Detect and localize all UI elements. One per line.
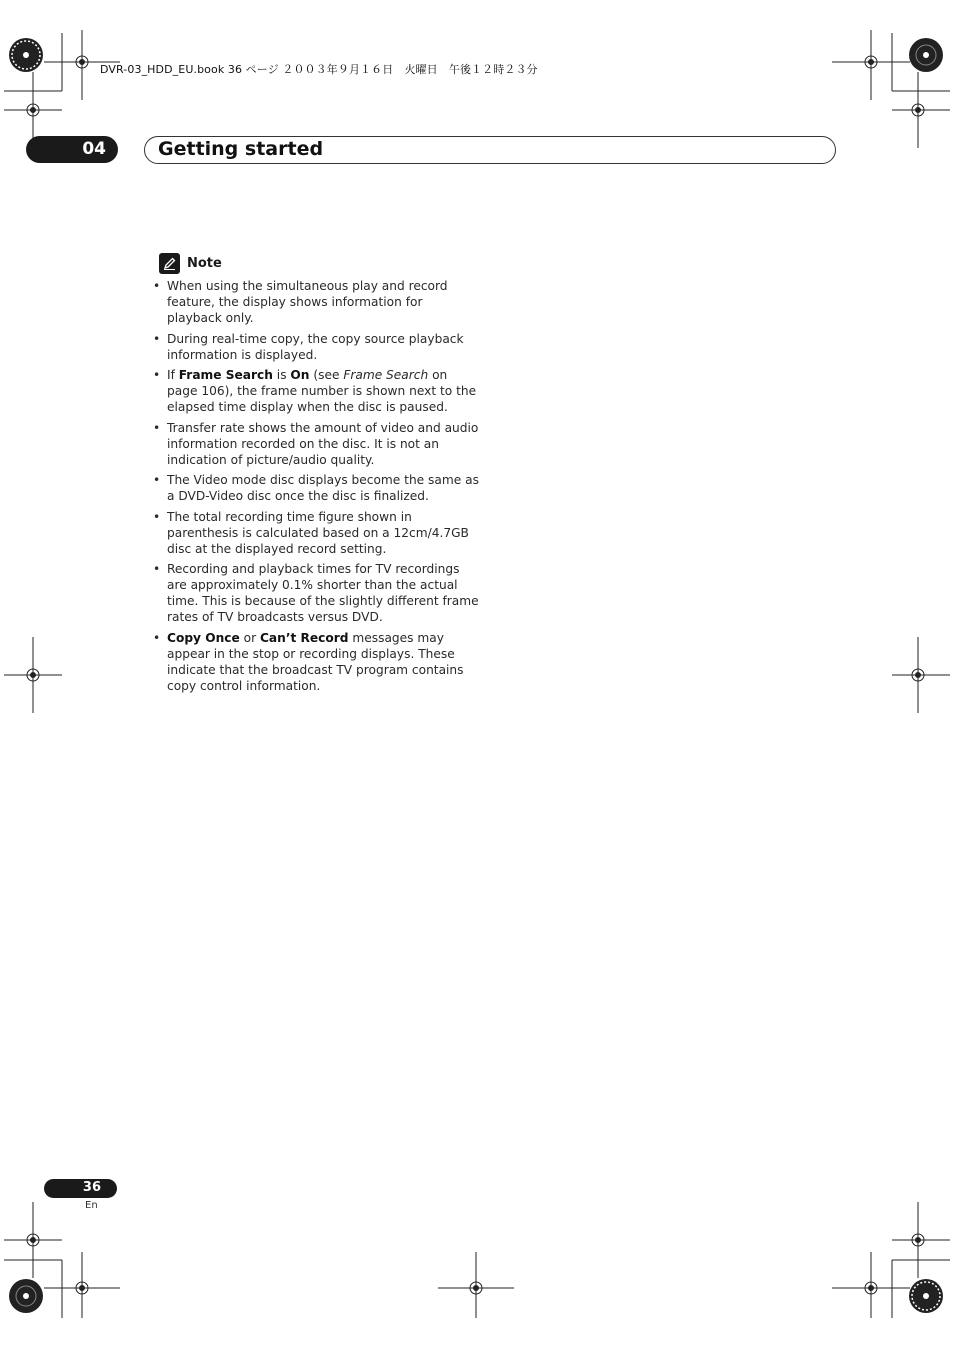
list-item: • Recording and playback times for TV recordings are approximately 0.1% shorter than the actual time. This is because of the slightly different frame rates of TV broadcasts versus DVD. <box>153 562 479 624</box>
list-item: • If Frame Search is On (see Frame Search on page 106), the frame number is shown next to the elapsed time display when the disc is paused. <box>153 368 477 414</box>
registration-target-top-right <box>909 38 943 72</box>
page-title: Getting started <box>158 138 324 160</box>
list-item: • Copy Once or Can’t Record messages may appear in the stop or recording displays. These indicate that the broadcast TV program contains copy control information. <box>153 630 464 693</box>
list-item: • During real-time copy, the copy source playback information is displayed. <box>153 331 464 362</box>
language-label: En <box>85 1200 98 1211</box>
print-slug: DVR-03_HDD_EU.book 36 ページ ２００３年９月１６日 火曜日 午後１２時２３分 <box>100 63 538 76</box>
chapter-title-bar <box>144 136 836 164</box>
list-item: • When using the simultaneous play and record feature, the display shows information for playback only. <box>153 279 448 325</box>
registration-target-bottom-right <box>909 1279 943 1313</box>
pencil-icon <box>159 253 180 274</box>
note-label: Note <box>187 255 222 271</box>
note-list <box>153 278 479 698</box>
list-item: • The Video mode disc displays become the same as a DVD-Video disc once the disc is finalized. <box>153 473 479 503</box>
registration-target-bottom-left <box>9 1279 43 1313</box>
chapter-number: 04 <box>82 139 106 159</box>
list-item: • The total recording time figure shown in parenthesis is calculated based on a 12cm/4.7GB disc at the displayed record setting. <box>153 509 469 556</box>
list-item: • Transfer rate shows the amount of video and audio information recorded on the disc. It is not an indication of picture/audio quality. <box>153 420 479 467</box>
page-number-badge <box>44 1179 117 1198</box>
page-number: 36 <box>82 1180 101 1195</box>
registration-target-top-left <box>9 38 43 72</box>
note-heading <box>159 252 222 274</box>
chapter-badge <box>26 136 118 163</box>
